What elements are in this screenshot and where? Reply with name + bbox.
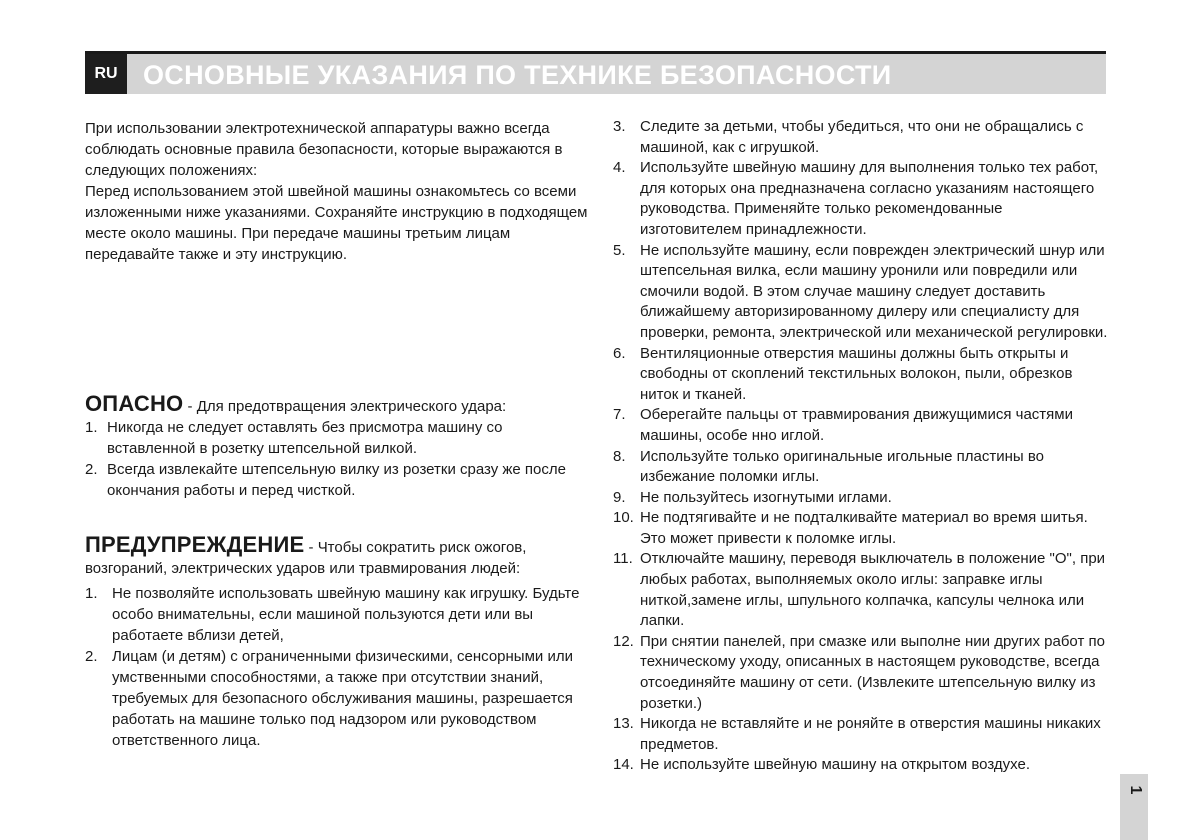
intro-paragraph-2: Перед использованием этой швейной машины ознакомьтесь со всеми изложенными ниже указаниями. Сохраняйте инструкцию в подходящем месте около машины. При передаче машины третьим лицам передавайте также и эту инструкцию. [85,183,588,263]
item-number: 6. [613,344,626,362]
item-text: Отключайте машину, переводя выключатель в положение "O", при любых работах, выполняемых около иглы: заправке иглы ниткой,замене иглы, шпульного колпачка, капсулы челнока или лапки. [640,550,1106,630]
item-text: Используйте только оригинальные игольные пластины во избежание поломки иглы. [640,447,1045,486]
list-item [613,117,1108,158]
item-text: Не позволяйте использовать швейную машину как игрушку. Будьте особо внимательны, если машиной пользуются дети или вы работаете вблизи детей, [112,585,580,644]
item-number: 9. [613,488,626,506]
item-number: 1. [85,419,98,436]
danger-subtitle: - Для предотвращения электрического удара: [183,398,507,415]
item-number: 12. [613,632,634,650]
item-text: Не пользуйтесь изогнутыми иглами. [640,488,892,506]
danger-item [85,459,590,501]
list-item [613,158,1108,240]
page-header [85,54,1106,94]
item-text: Не подтягивайте и не подталкивайте материал во время шитья. Это может привести к поломке иглы. [640,509,1088,547]
intro-section [85,118,590,265]
item-number: 2. [85,461,98,478]
list-item [613,755,1108,776]
item-number: 3. [613,118,626,135]
list-item [613,549,1108,631]
item-number: 14. [613,756,634,774]
list-item [613,488,1108,509]
warning-title [85,534,590,579]
list-item [613,447,1108,488]
list-item [613,632,1108,714]
warning-item [85,646,590,751]
warning-section [85,534,590,751]
warning-item [85,583,590,646]
item-text: Вентиляционные отверстия машины должны быть открыты и свободны от скоплений текстильных волокон, пыли, обрезков ниток и тканей. [640,344,1073,403]
item-number: 13. [613,715,634,733]
page-number-tab [1120,774,1148,840]
item-number: 11. [613,550,633,568]
item-text: Оберегайте пальцы от травмирования движущимися частями машины, особе нно иглой. [640,406,1073,444]
list-item [613,508,1108,549]
item-number: 5. [613,241,626,259]
item-text: Следите за детьми, чтобы убедиться, что они не обращались с машиной, как с игрушкой. [640,118,1084,156]
warning-heading: ПРЕДУПРЕЖДЕНИЕ [85,532,305,557]
item-number: 4. [613,159,626,177]
item-number: 1. [85,585,98,602]
intro-paragraph-1: При использовании электротехнической аппаратуры важно всегда соблюдать основные правила безопасности, которые выражаются в следующих положениях: [85,120,563,179]
item-number: 8. [613,447,626,465]
safety-list [613,117,1108,776]
item-number: 2. [85,648,98,665]
item-text: Не используйте машину, если поврежден электрический шнур или штепсельная вилка, если машину уронили или повредили или смочили водой. В этом случае машину следует доставить ближайшему авторизированному дилеру или специалисту для проверки, ремонта, электрической или механической регулировки. [640,241,1108,341]
page-title: ОСНОВНЫЕ УКАЗАНИЯ ПО ТЕХНИКЕ БЕЗОПАСНОСТИ [143,60,892,90]
warning-subtitle: - Чтобы сократить риск ожогов, возгораний, электрических ударов или травмирования людей: [85,539,527,577]
item-text: Не используйте швейную машину на открытом воздухе. [640,756,1030,774]
item-number: 7. [613,406,626,424]
item-text: Используйте швейную машину для выполнения только тех работ, для которых она предназначена согласно указаниям настоящего руководства. Применяйте только рекомендованные изготовителем принадлежности. [640,159,1099,238]
danger-heading: ОПАСНО [85,391,184,416]
danger-title [85,393,590,417]
list-item [613,405,1108,446]
danger-item [85,417,590,459]
list-item [613,714,1108,755]
item-text: При снятии панелей, при смазке или выполне нии других работ по техническому уходу, описанных в настоящем руководстве, всегда отсоединяйте машину от сети. (Извлеките штепсельную вилку из розетки.) [640,632,1105,712]
language-badge: RU [85,54,127,94]
item-text: Никогда не следует оставлять без присмотра машину со вставленной в розетку штепсельной вилкой. [107,419,503,457]
page-number: 1 [1127,785,1144,795]
item-text: Лицам (и детям) с ограниченными физическими, сенсорными или умственными способностями, а также при отсутствии знаний, требуемых для безопасного обслуживания машины, разрешается работать на машине только под надзором или руководством ответственного лица. [112,648,573,749]
list-item [613,344,1108,406]
item-text: Никогда не вставляйте и не роняйте в отверстия машины никаких предметов. [640,715,1101,753]
danger-section [85,393,590,501]
list-item [613,241,1108,344]
item-number: 10. [613,509,634,527]
item-text: Всегда извлекайте штепсельную вилку из розетки сразу же после окончания работы и перед чисткой. [107,461,566,499]
